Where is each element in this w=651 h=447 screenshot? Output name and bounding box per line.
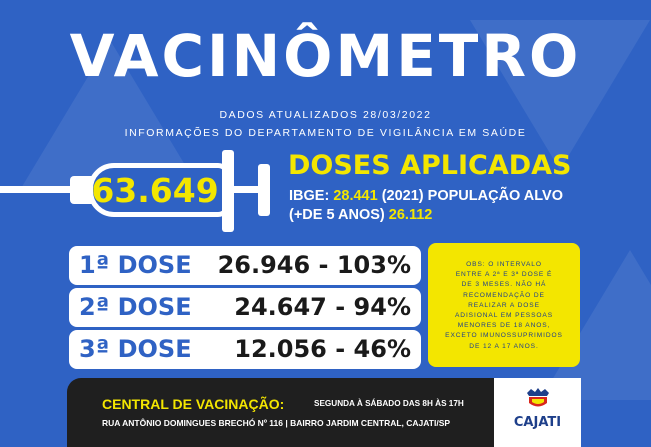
doses-applied-title: DOSES APLICADAS bbox=[288, 150, 572, 181]
city-crest-icon bbox=[525, 388, 551, 410]
vaccination-center-footer bbox=[67, 378, 494, 447]
dose-label: 2ª DOSE bbox=[79, 293, 192, 321]
interval-note bbox=[428, 243, 580, 367]
note-line: OBS: O INTERVALO bbox=[466, 261, 542, 268]
target-value: 26.112 bbox=[388, 207, 433, 223]
dose-value: 26.946 - 103% bbox=[217, 251, 411, 279]
target-population-line bbox=[289, 207, 432, 223]
center-address: RUA ANTÔNIO DOMINGUES BRECHÓ Nº 116 | BAIRRO JARDIM CENTRAL, CAJATI/SP bbox=[102, 418, 451, 428]
note-line: RECOMENDAÇÃO DE bbox=[463, 291, 545, 299]
dose-card-3 bbox=[69, 330, 421, 369]
dose-label: 3ª DOSE bbox=[79, 335, 192, 363]
note-line: MENORES DE 18 ANOS, bbox=[457, 322, 551, 330]
city-logo bbox=[494, 378, 581, 447]
note-line: DE 12 A 17 ANOS. bbox=[469, 342, 539, 350]
ibge-suffix: (2021) POPULAÇÃO ALVO bbox=[381, 188, 563, 204]
dose-value: 24.647 - 94% bbox=[234, 293, 411, 321]
ibge-value: 28.441 bbox=[333, 188, 378, 204]
opening-hours: SEGUNDA À SÁBADO DAS 8H ÀS 17H bbox=[314, 399, 464, 408]
ibge-prefix: IBGE: bbox=[289, 188, 330, 204]
note-line: ADISIONAL EM PESSOAS bbox=[454, 312, 553, 320]
dose-card-2 bbox=[69, 288, 421, 327]
note-line: EXCETO IMUNOSSUPRIMIDOS bbox=[445, 332, 563, 340]
dose-card-1 bbox=[69, 246, 421, 285]
syringe-plunger bbox=[258, 164, 270, 216]
ibge-population-line bbox=[289, 188, 563, 204]
data-source: INFORMAÇÕES DO DEPARTAMENTO DE VIGILÂNCIA EM SAÚDE bbox=[124, 127, 527, 139]
page-title: VACINÔMETRO bbox=[69, 22, 582, 90]
total-doses-count: 63.649 bbox=[91, 171, 219, 210]
center-title: CENTRAL DE VACINAÇÃO: bbox=[102, 396, 285, 412]
note-line: ENTRE A 2ª E 3ª DOSE É bbox=[455, 271, 553, 279]
note-line: REALIZAR A DOSE bbox=[468, 301, 540, 309]
update-date: DADOS ATUALIZADOS 28/03/2022 bbox=[219, 109, 432, 121]
note-line: DE 3 MESES. NÃO HÁ bbox=[461, 281, 547, 289]
dose-value: 12.056 - 46% bbox=[234, 335, 411, 363]
target-prefix: (+DE 5 ANOS) bbox=[289, 207, 385, 223]
city-name: CAJATI bbox=[513, 415, 562, 430]
dose-label: 1ª DOSE bbox=[79, 251, 192, 279]
